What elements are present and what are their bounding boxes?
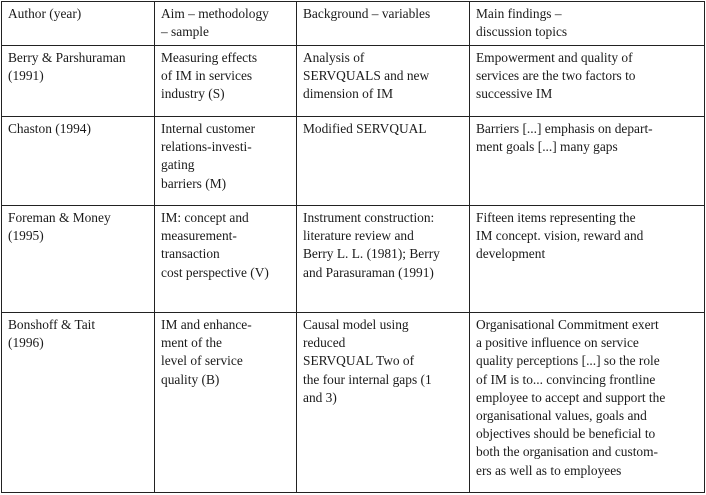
cell-background: Modified SERVQUAL <box>297 117 470 206</box>
cell-findings: Barriers [...] emphasis on depart- ment goals [...] many gaps <box>470 117 705 206</box>
cell-background: Analysis of SERVQUALS and new dimension of IM <box>297 46 470 117</box>
table-row <box>2 313 705 493</box>
header-author-year: Author (year) <box>2 2 155 46</box>
cell-aim: IM and enhance- ment of the level of service quality (B) <box>155 313 297 493</box>
cell-findings: Organisational Commitment exert a positive influence on service quality perceptions [...] so the role of IM is to... convincing frontline employee to accept and support the organisational values, goals and objectives should be beneficial to both the organisation and custom- ers as well as to employees <box>470 313 705 493</box>
cell-author-year: Foreman & Money (1995) <box>2 206 155 313</box>
cell-aim: IM: concept and measurement- transaction cost perspective (V) <box>155 206 297 313</box>
table-header-row <box>2 2 705 46</box>
table-row <box>2 46 705 117</box>
header-background-variables: Background – variables <box>297 2 470 46</box>
literature-review-table <box>1 1 705 493</box>
cell-findings: Fifteen items representing the IM concept. vision, reward and development <box>470 206 705 313</box>
cell-findings: Empowerment and quality of services are the two factors to successive IM <box>470 46 705 117</box>
header-aim-methodology-sample: Aim – methodology – sample <box>155 2 297 46</box>
cell-background: Causal model using reduced SERVQUAL Two of the four internal gaps (1 and 3) <box>297 313 470 493</box>
cell-aim: Measuring effects of IM in services industry (S) <box>155 46 297 117</box>
cell-author-year: Bonshoff & Tait (1996) <box>2 313 155 493</box>
cell-background: Instrument construction: literature review and Berry L. L. (1981); Berry and Parasuraman (1991) <box>297 206 470 313</box>
cell-author-year: Chaston (1994) <box>2 117 155 206</box>
header-main-findings: Main findings – discussion topics <box>470 2 705 46</box>
cell-author-year: Berry & Parshuraman (1991) <box>2 46 155 117</box>
table-row <box>2 117 705 206</box>
table-row <box>2 206 705 313</box>
cell-aim: Internal customer relations-investi- gating barriers (M) <box>155 117 297 206</box>
